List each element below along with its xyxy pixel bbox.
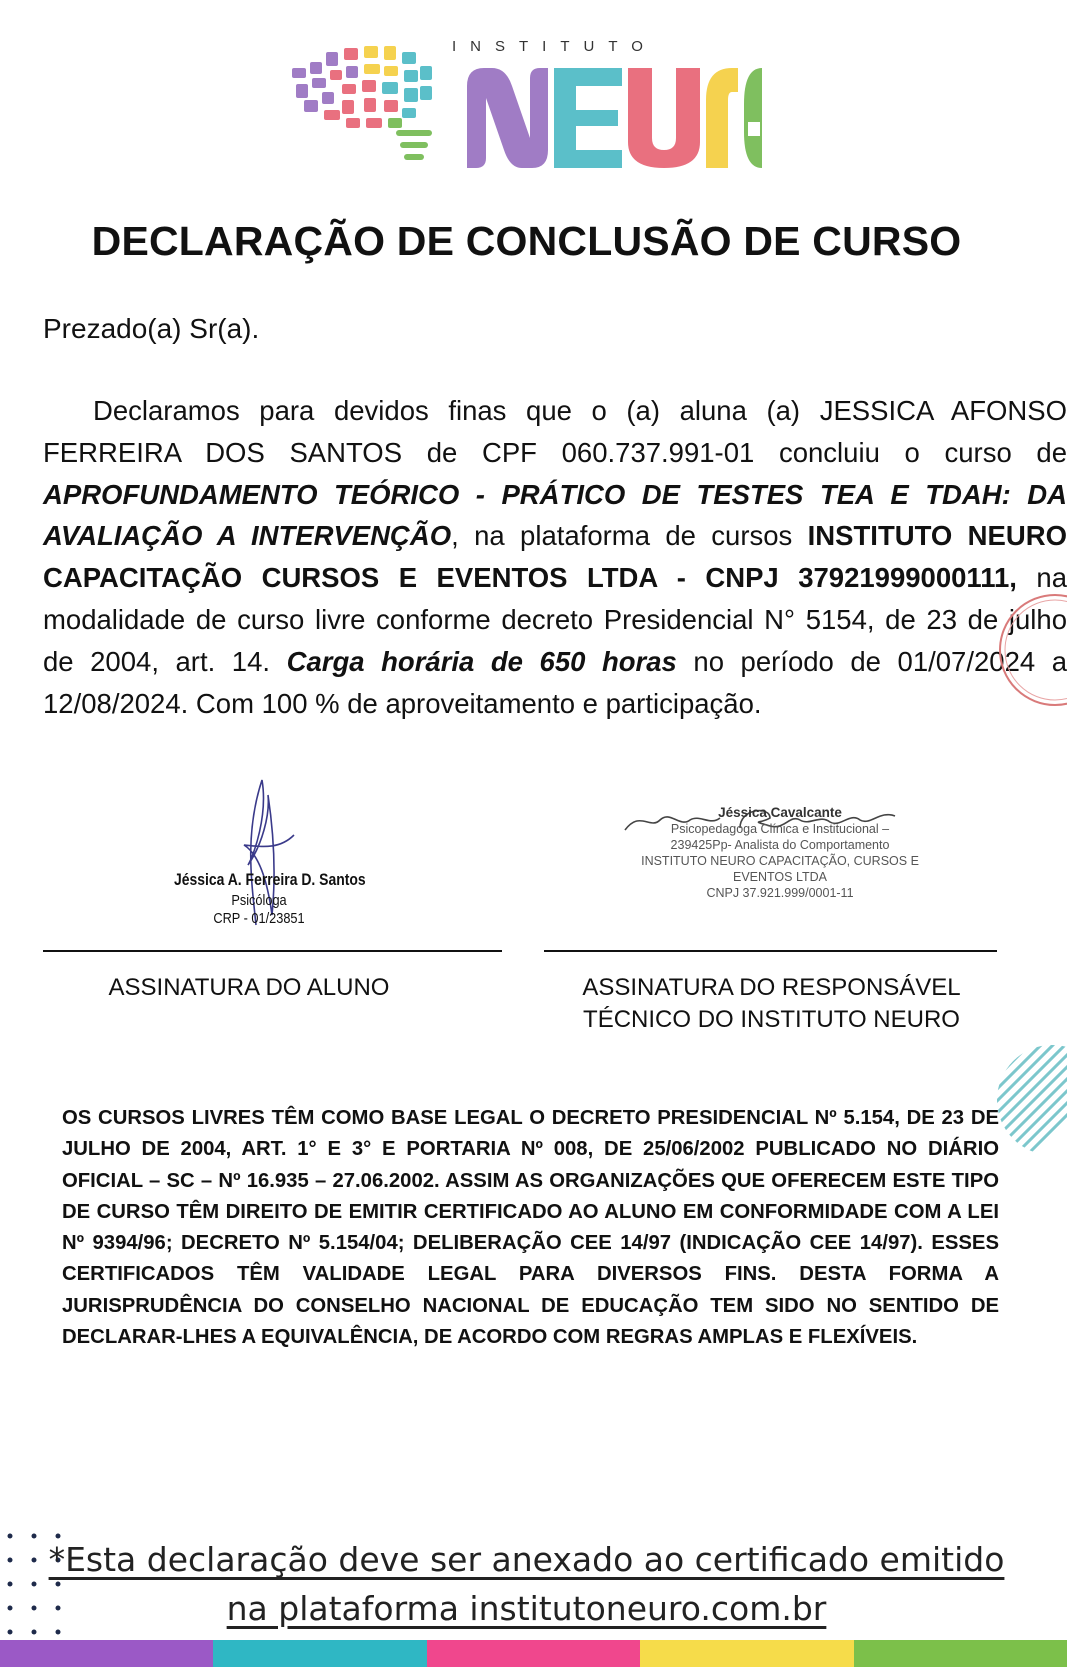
course-name: APROFUNDAMENTO TEÓRICO - PRÁTICO DE TESTES TEA E TDAH: DA AVALIAÇÃO A INTERVENÇÃO xyxy=(43,478,1067,552)
declaration-body xyxy=(43,390,1067,724)
color-bar-segment-2 xyxy=(213,1640,426,1667)
instituto-neuro-logo xyxy=(292,38,762,173)
institution-name: INSTITUTO NEURO CAPACITAÇÃO CURSOS E EVENTOS LTDA - CNPJ 37921999000111, xyxy=(43,520,1067,594)
course-hours: Carga horária de 650 horas xyxy=(286,645,677,677)
responsible-signature-line xyxy=(544,950,997,952)
responsible-signature-label xyxy=(544,972,999,1036)
responsible-stamp-line-1: Psicopedagoga Clínica e Institucional – xyxy=(670,822,890,836)
body-text-part-3: na modalidade de curso livre conforme decreto Presidencial N° 5154, de 23 de julho de 2004, art. 14. xyxy=(43,562,1067,677)
decorative-hatch xyxy=(990,1040,1067,1160)
responsible-label-line-2: TÉCNICO DO INSTITUTO NEURO xyxy=(583,1006,960,1033)
responsible-stamp-line-3: INSTITUTO NEURO CAPACITAÇÃO, CURSOS E xyxy=(641,854,919,868)
body-text-part-4: no período de 01/07/2024 a 12/08/2024. Com 100 % de aproveitamento e participação. xyxy=(43,645,1067,719)
student-signature-line xyxy=(43,950,502,952)
color-bar-segment-1 xyxy=(0,1640,213,1667)
responsible-stamp-name: Jéssica Cavalcante xyxy=(718,805,842,820)
color-bar-segment-4 xyxy=(640,1640,853,1667)
decorative-arc xyxy=(980,590,1067,710)
legal-notice: OS CURSOS LIVRES TÊM COMO BASE LEGAL O DECRETO PRESIDENCIAL Nº 5.154, DE 23 DE JULHO DE 2004, ART. 1° E 3° E PORTARIA Nº 008, DE 25/06/2002 PUBLICADO NO DIÁRIO OFICIAL – SC – Nº 16.935 – 27.06.2002. ASSIM AS ORGANIZAÇÕES QUE OFERECEM ESTE TIPO DE CURSO TÊM DIREITO DE EMITIR CERTIFICADO AO ALUNO EM CONFORMIDADE COM A LEI Nº 9394/96; DECRETO Nº 5.154/04; DELIBERAÇÃO CEE 14/97 (INDICAÇÃO CEE 14/97). ESSES CERTIFICADOS TÊM VALIDADE LEGAL PARA DIVERSOS FINS. DESTA FORMA A JURISPRUDÊNCIA DO CONSELHO NACIONAL DE EDUCAÇÃO TEM SIDO NO SENTIDO DE DECLARAR-LHES A EQUIVALÊNCIA, DE ACORDO COM REGRAS AMPLAS E FLEXÍVEIS. xyxy=(62,1107,999,1349)
responsible-stamp xyxy=(595,805,965,901)
student-stamp-crp: CRP - 01/23851 xyxy=(213,910,305,927)
student-signature-label: ASSINATURA DO ALUNO xyxy=(108,974,390,1001)
footer-note-line-1: *Esta declaração deve ser anexado ao certificado emitido xyxy=(48,1540,1005,1579)
body-text-part-2: , na plataforma de cursos xyxy=(451,520,808,552)
body-text-part-1: Declaramos para devidos finas que o (a) aluna (a) JESSICA AFONSO FERREIRA DOS SANTOS de CPF 060.737.991-01 concluiu o curso de xyxy=(43,395,1067,468)
page-title: DECLARAÇÃO DE CONCLUSÃO DE CURSO xyxy=(91,218,962,264)
student-stamp-role: Psicóloga xyxy=(231,892,287,909)
responsible-label-line-1: ASSINATURA DO RESPONSÁVEL xyxy=(582,974,961,1001)
responsible-stamp-line-4: EVENTOS LTDA xyxy=(732,870,827,884)
student-stamp-name: Jéssica A. Ferreira D. Santos xyxy=(174,870,366,889)
neuro-wordmark xyxy=(467,68,762,168)
greeting: Prezado(a) Sr(a). xyxy=(43,313,260,344)
footer-note xyxy=(0,1535,1053,1633)
footer-note-line-2: na plataforma institutoneuro.com.br xyxy=(226,1589,827,1628)
responsible-stamp-line-2: 239425Pp- Analista do Comportamento xyxy=(670,838,890,852)
color-bar-segment-3 xyxy=(427,1640,640,1667)
responsible-stamp-line-5: CNPJ 37.921.999/0001-11 xyxy=(706,886,854,900)
color-bar-segment-5 xyxy=(854,1640,1067,1667)
footer-color-bar xyxy=(0,1640,1067,1667)
logo-instituto-text: INSTITUTO xyxy=(452,38,657,55)
logo-graphic xyxy=(292,38,762,173)
brain-icon xyxy=(292,46,432,160)
student-signature-stamp xyxy=(144,775,374,945)
